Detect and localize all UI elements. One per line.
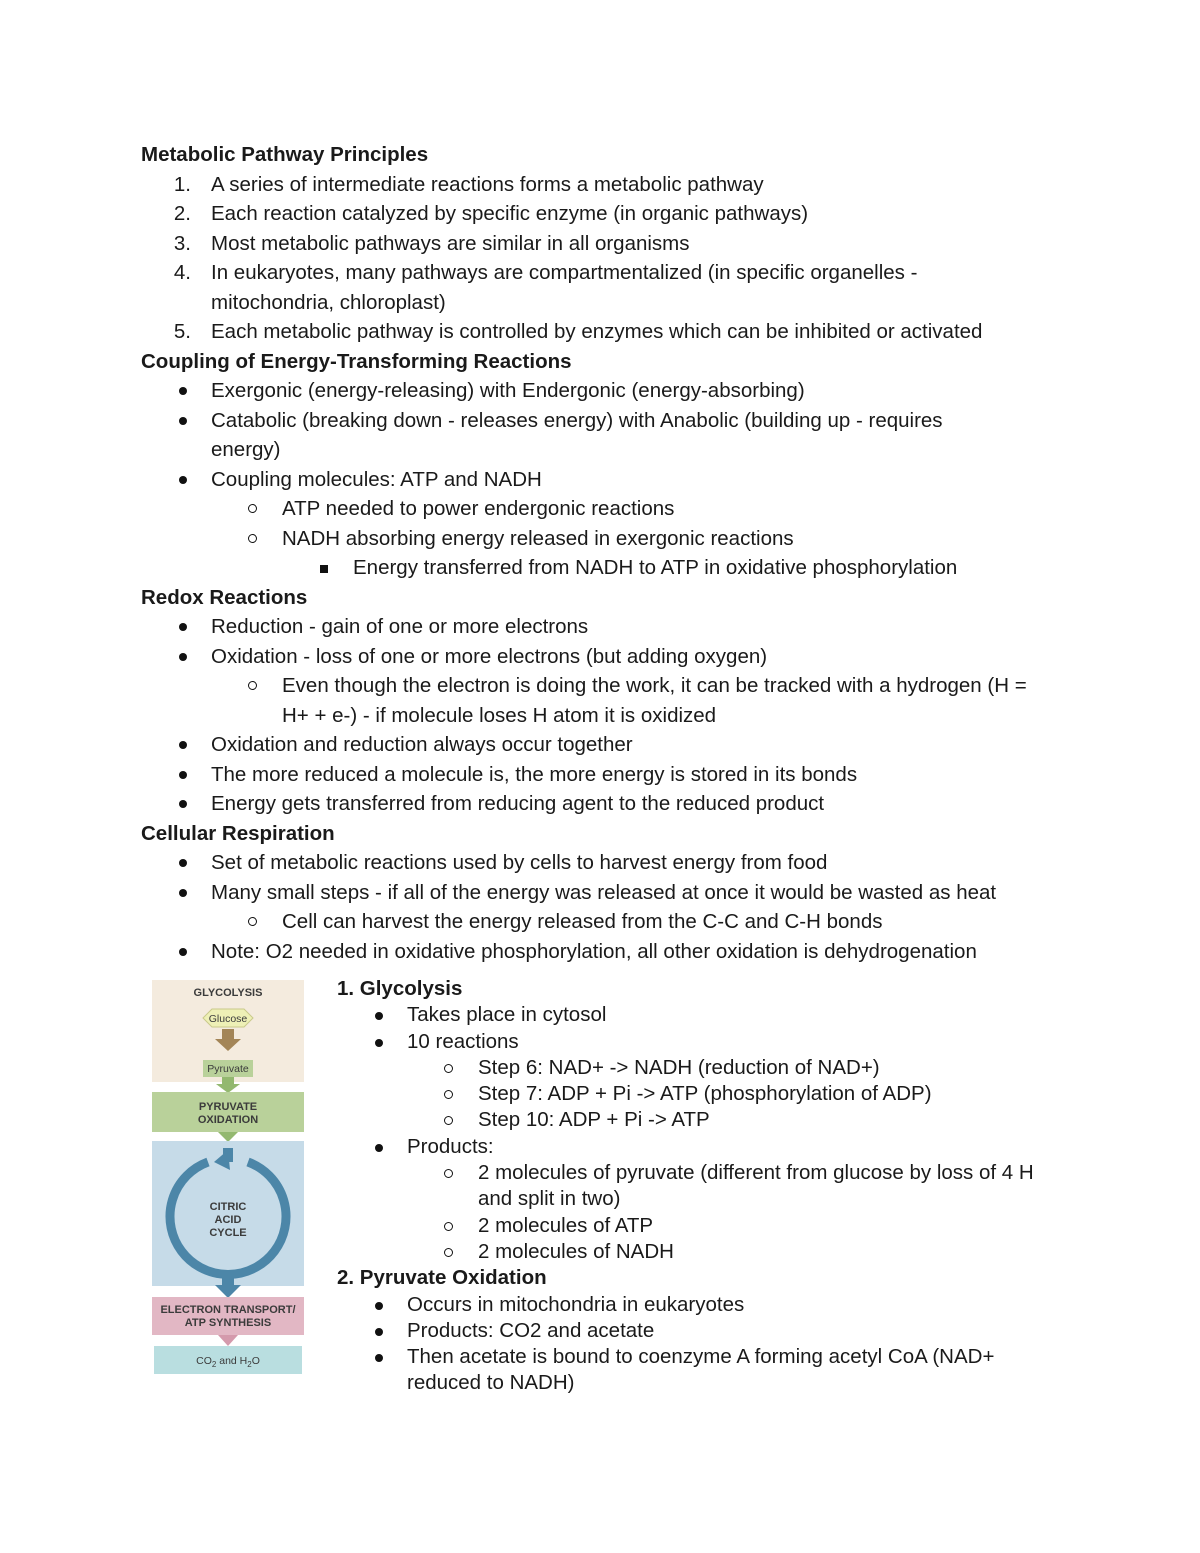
list-item: Oxidation - loss of one or more electrons (but adding oxygen)	[141, 642, 1061, 672]
list-item: Energy gets transferred from reducing agent to the reduced product	[141, 789, 1061, 819]
list-item: 2. Each reaction catalyzed by specific enzyme (in organic pathways)	[173, 202, 809, 225]
final-products-label: $CO_2$ and $H_2O$	[196, 1355, 260, 1369]
bullet-icon	[179, 859, 187, 867]
citric-label-2: ACID	[214, 1214, 242, 1226]
circle-bullet-icon	[444, 1090, 453, 1099]
list-item: Step 7: ADP + Pi -> ATP (phosphorylation of ADP)	[337, 1081, 1057, 1107]
circle-bullet-icon	[248, 681, 257, 690]
bullet-icon	[375, 1039, 383, 1047]
list-item: Occurs in mitochondria in eukaryotes	[337, 1292, 1057, 1318]
list-item: 3. Most metabolic pathways are similar in all organisms	[173, 231, 690, 255]
bullet-icon	[179, 476, 187, 484]
lower-notes	[337, 976, 1057, 1397]
list-item: Step 10: ADP + Pi -> ATP	[337, 1107, 1057, 1133]
bullet-icon	[179, 948, 187, 956]
list-item: 2 molecules of NADH	[337, 1239, 1057, 1265]
etc-panel	[152, 1297, 304, 1335]
list-item: Even though the electron is doing the work, it can be tracked with a hydrogen (H = H+ + e-) - if molecule loses H atom it is oxidized	[141, 671, 1061, 730]
bullet-icon	[179, 417, 187, 425]
arrow-down-icon	[218, 1132, 238, 1142]
circle-bullet-icon	[444, 1064, 453, 1073]
bullet-icon	[179, 387, 187, 395]
arrow-down-icon	[218, 1335, 238, 1346]
list-item: Takes place in cytosol	[337, 1002, 1057, 1028]
bullet-icon	[179, 741, 187, 749]
heading-metabolic: Metabolic Pathway Principles	[141, 143, 429, 166]
pyruvate-label: Pyruvate	[207, 1063, 249, 1075]
list-item: Cell can harvest the energy released from the C-C and C-H bonds	[141, 907, 1061, 937]
pyruvate-oxidation-label-2: OXIDATION	[197, 1114, 259, 1126]
circle-bullet-icon	[248, 504, 257, 513]
glucose-label: Glucose	[208, 1013, 248, 1025]
heading-respiration: Cellular Respiration	[141, 821, 335, 845]
list-item: Catabolic (breaking down - releases energy) with Anabolic (building up - requires energy)	[141, 406, 1061, 465]
bullet-icon	[179, 800, 187, 808]
list-item: Note: O2 needed in oxidative phosphorylation, all other oxidation is dehydrogenation	[141, 937, 1061, 967]
list-item: 4. In eukaryotes, many pathways are compartmentalized (in specific organelles - mitochondria, chloroplast)	[173, 261, 918, 314]
arrow-shaft	[222, 1276, 234, 1286]
bullet-icon	[179, 653, 187, 661]
list-item: Products: CO2 and acetate	[337, 1318, 1057, 1344]
circle-bullet-icon	[444, 1222, 453, 1231]
list-item: Step 6: NAD+ -> NADH (reduction of NAD+)	[337, 1055, 1057, 1081]
list-item: 2 molecules of ATP	[337, 1213, 1057, 1239]
arrow-shaft	[222, 1077, 234, 1085]
bullet-icon	[375, 1012, 383, 1020]
heading-redox: Redox Reactions	[141, 585, 308, 609]
bullet-icon	[375, 1328, 383, 1336]
bullet-icon	[375, 1144, 383, 1152]
glycolysis-label: GLYCOLYSIS	[193, 987, 263, 999]
list-item: The more reduced a molecule is, the more energy is stored in its bonds	[141, 760, 1061, 790]
list-item: ATP needed to power endergonic reactions	[141, 494, 1061, 524]
citric-label-3: CYCLE	[209, 1227, 247, 1239]
list-item: 5. Each metabolic pathway is controlled by enzymes which can be inhibited or activated	[173, 320, 983, 343]
heading-glycolysis: 1. Glycolysis	[337, 977, 463, 1000]
etc-label-2: ATP SYNTHESIS	[184, 1317, 272, 1329]
list-item: NADH absorbing energy released in exergonic reactions	[141, 524, 1061, 554]
circle-bullet-icon	[444, 1169, 453, 1178]
respiration-diagram-svg	[152, 980, 304, 1376]
notes-page	[141, 140, 1061, 966]
etc-label-1: ELECTRON TRANSPORT/	[160, 1304, 296, 1316]
list-item: Coupling molecules: ATP and NADH	[141, 465, 1061, 495]
list-item: 1. A series of intermediate reactions forms a metabolic pathway	[173, 172, 764, 196]
citric-label-1: CITRIC	[209, 1201, 247, 1213]
heading-coupling: Coupling of Energy-Transforming Reactions	[141, 349, 572, 373]
list-item: Oxidation and reduction always occur together	[141, 730, 1061, 760]
list-item: Products:	[337, 1134, 1057, 1160]
circle-bullet-icon	[248, 534, 257, 543]
list-item: Many small steps - if all of the energy was released at once it would be wasted as heat	[141, 878, 1061, 908]
cycle-entry	[223, 1148, 233, 1162]
arrow-down-icon	[215, 1285, 241, 1298]
circle-bullet-icon	[248, 917, 257, 926]
list-item: 2 molecules of pyruvate (different from glucose by loss of 4 H and split in two)	[337, 1160, 1057, 1213]
list-item: 10 reactions	[337, 1029, 1057, 1055]
list-item: Then acetate is bound to coenzyme A forming acetyl CoA (NAD+ reduced to NADH)	[337, 1344, 1057, 1397]
bullet-icon	[375, 1302, 383, 1310]
list-item: Exergonic (energy-releasing) with Endergonic (energy-absorbing)	[141, 376, 1061, 406]
bullet-icon	[179, 771, 187, 779]
bullet-icon	[179, 889, 187, 897]
heading-pyruvate: 2. Pyruvate Oxidation	[337, 1266, 547, 1290]
bullet-icon	[375, 1354, 383, 1362]
list-item: Reduction - gain of one or more electrons	[141, 612, 1061, 642]
pyruvate-oxidation-label-1: PYRUVATE	[198, 1101, 258, 1113]
arrow-shaft	[222, 1029, 234, 1039]
list-item: Energy transferred from NADH to ATP in oxidative phosphorylation	[141, 553, 1061, 583]
circle-bullet-icon	[444, 1248, 453, 1257]
bullet-icon	[179, 623, 187, 631]
circle-bullet-icon	[444, 1116, 453, 1125]
list-item: Set of metabolic reactions used by cells to harvest energy from food	[141, 848, 1061, 878]
square-bullet-icon	[320, 565, 328, 573]
arrow-down-icon	[216, 1084, 240, 1093]
respiration-diagram	[152, 980, 304, 1376]
